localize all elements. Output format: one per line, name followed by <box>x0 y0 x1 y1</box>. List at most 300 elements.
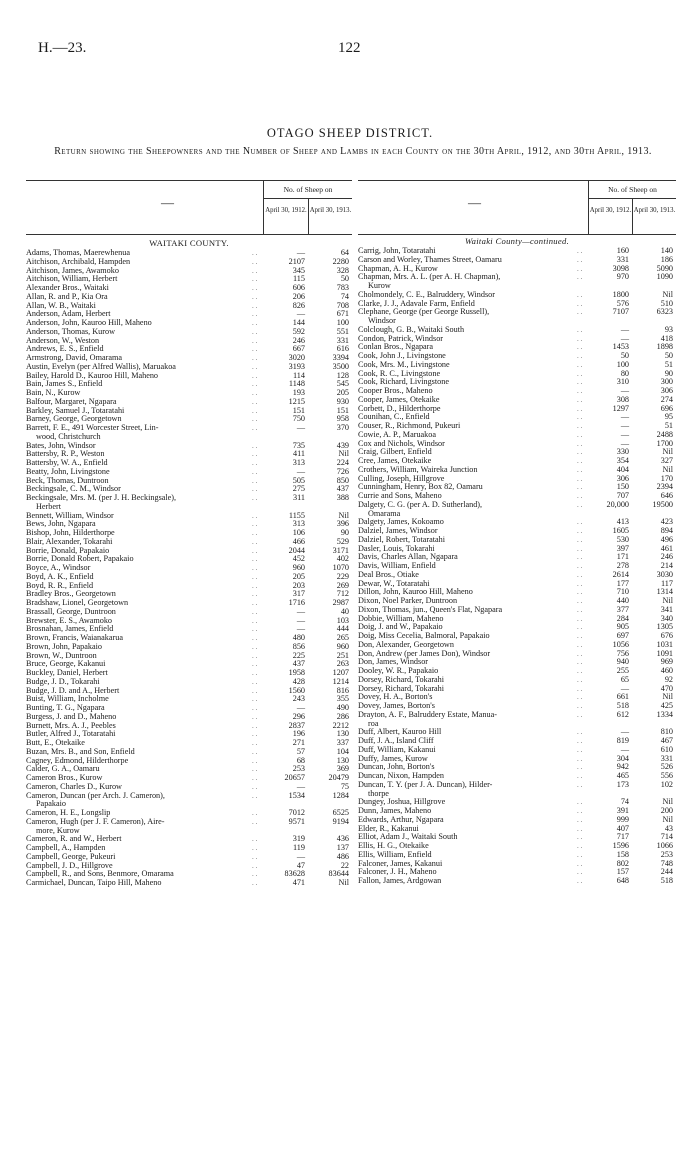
sheep-1913-value: 714 <box>660 832 673 842</box>
sheep-1912-value: 119 <box>293 843 305 852</box>
owner-name: Duncan, John, Borton's <box>358 763 435 772</box>
sheep-1913-value: 1031 <box>656 639 673 649</box>
sheep-1912-value: 296 <box>292 711 305 721</box>
table-row <box>26 818 352 827</box>
owner-name: Bailey, Harold D., Kauroo Hill, Maheno <box>26 371 159 380</box>
owner-name: Buckley, Daniel, Herbert <box>26 669 108 677</box>
leader-dots: . . <box>252 625 258 634</box>
sheep-1912-value: — <box>296 606 305 616</box>
sheep-1913-value: 370 <box>336 423 349 432</box>
sheep-1913-value: 960 <box>336 641 349 651</box>
sheep-1912-value: 1596 <box>612 841 629 850</box>
sheep-1912-value: 3020 <box>288 353 305 362</box>
sheep-1913-value: 93 <box>664 324 673 334</box>
owner-name: Boyd, R. R., Enfield <box>26 581 94 590</box>
left-column <box>26 180 352 888</box>
owner-name: Drayton, A. F., Balruddery Estate, Manua- <box>358 710 497 719</box>
sheep-1913-value: 810 <box>660 727 673 737</box>
owner-name: Chapman, Mrs. A. L. (per A. H. Chapman), <box>358 273 501 282</box>
leader-dots: . . <box>577 439 583 448</box>
sheep-1912-value: 710 <box>616 587 629 597</box>
sheep-1913-value: 444 <box>336 624 349 634</box>
leader-dots: . . <box>252 677 258 686</box>
leader-dots: . . <box>577 570 583 579</box>
leader-dots: . . <box>577 579 583 588</box>
sheep-1912-value: 826 <box>292 300 305 310</box>
owner-name: Butler, Alfred J., Totaratahi <box>26 730 116 739</box>
sheep-1912-value: 158 <box>616 849 629 859</box>
owner-name: Beckingsale, Mrs. M. (per J. H. Beckingsale), <box>26 494 177 502</box>
sheep-1912-value: — <box>620 386 629 395</box>
owner-name: Alexander Bros., Waitaki <box>26 284 109 292</box>
sheep-1912-value: 74 <box>620 797 629 807</box>
owner-name: Chapman, A. H., Kurow <box>358 264 438 273</box>
owner-name: Duff, William, Kakanui <box>358 745 436 754</box>
leader-dots: . . <box>252 590 258 599</box>
table-row <box>26 424 352 433</box>
sheep-1912-value: 225 <box>292 650 305 660</box>
leader-dots: . . <box>252 555 258 564</box>
sheep-1912-value: 114 <box>293 370 305 380</box>
sheep-1912-value: 667 <box>292 344 305 354</box>
owner-name: more, Kurow <box>36 826 80 835</box>
leader-dots: . . <box>577 308 583 317</box>
leader-dots: . . <box>252 791 258 800</box>
leader-dots: . . <box>252 712 258 721</box>
leader-dots: . . <box>252 852 258 861</box>
leader-dots: . . <box>577 667 583 675</box>
owner-name: Dasler, Louis, Tokarahi <box>358 544 435 553</box>
sheep-1913-value: 95 <box>664 412 673 422</box>
sheep-1912-value: 83628 <box>284 869 305 879</box>
leader-dots: . . <box>577 465 583 474</box>
owner-name: Culling, Joseph, Hillgrove <box>358 474 445 483</box>
leader-dots: . . <box>252 651 258 660</box>
owner-name: thorpe <box>368 789 389 798</box>
sheep-1912-value: — <box>296 851 305 861</box>
right-column <box>358 180 676 886</box>
sheep-1913-value: 748 <box>660 858 673 868</box>
owner-name: Calder, G. A., Oamaru <box>26 765 100 774</box>
sheep-1913-value: 337 <box>336 738 349 747</box>
sheep-1913-value: 388 <box>336 493 349 502</box>
leader-dots: . . <box>577 413 583 422</box>
leader-dots: . . <box>577 632 583 640</box>
sheep-1912-value: 271 <box>292 738 305 747</box>
leader-dots: . . <box>252 546 258 555</box>
owner-name: Deal Bros., Otiake <box>358 570 419 579</box>
leader-dots: . . <box>252 660 258 669</box>
sheep-1912-value: 177 <box>616 578 629 588</box>
sheep-1913-value: 20479 <box>328 773 349 782</box>
owner-name: Cameron, H. E., Longslip <box>26 809 111 817</box>
owner-name: Austin, Evelyn (per Alfred Wallis), Maruakoa <box>26 362 176 371</box>
sheep-1913-value: 510 <box>660 298 673 308</box>
sheep-1912-value: 437 <box>292 659 305 669</box>
owner-name: Cook, John J., Livingstone <box>358 352 446 360</box>
owner-name: Colclough, G. B., Waitaki South <box>358 325 465 334</box>
sheep-1912-value: — <box>296 624 305 634</box>
sheep-1913-value: 696 <box>660 403 673 413</box>
leader-dots: . . <box>252 249 258 257</box>
sheep-1913-value: 100 <box>336 318 349 327</box>
sheep-1912-value: 802 <box>616 858 629 868</box>
owner-name: Crothers, William, Waireka Junction <box>358 465 478 474</box>
sheep-1912-value: 3193 <box>288 361 305 371</box>
owner-name: Dungey, Joshua, Hillgrove <box>358 798 446 807</box>
leader-dots: . . <box>252 415 258 424</box>
owner-name: Dovey, James, Borton's <box>358 702 435 710</box>
sheep-1912-value: — <box>296 248 305 257</box>
leader-dots: . . <box>577 745 583 754</box>
sheep-1913-value: 151 <box>336 405 349 415</box>
sheep-1912-value: 592 <box>292 326 305 336</box>
leader-dots: . . <box>252 581 258 590</box>
sheep-1913-value: 331 <box>336 335 349 345</box>
sheep-1912-value: 960 <box>292 563 305 572</box>
sheep-1913-value: 1214 <box>332 676 349 686</box>
sheep-1912-value: 413 <box>616 517 629 527</box>
leader-dots: . . <box>577 649 583 658</box>
column-1913-header: April 30, 1913. <box>308 199 352 234</box>
sheep-1912-value: 1800 <box>612 289 629 299</box>
sheep-1912-value: 707 <box>616 491 629 500</box>
owner-name: Anderson, W., Weston <box>26 336 100 345</box>
leader-dots: . . <box>252 599 258 607</box>
sheep-1912-value: — <box>296 423 305 432</box>
sheep-1912-value: 411 <box>293 449 305 459</box>
sheep-1912-value: 505 <box>292 475 305 485</box>
owner-name: Dovey, H. A., Borton's <box>358 693 433 702</box>
sheep-1912-value: 255 <box>616 666 629 675</box>
sheep-1913-value: 439 <box>336 440 349 450</box>
sheep-1913-value: Nil <box>662 596 673 605</box>
leader-dots: . . <box>577 605 583 614</box>
sheep-1913-value: 610 <box>660 744 673 754</box>
sheep-1912-value: 284 <box>616 613 629 623</box>
leader-dots: . . <box>252 292 258 301</box>
leader-dots: . . <box>252 397 258 406</box>
leader-dots: . . <box>577 815 583 824</box>
sheep-1913-value: 425 <box>660 701 673 710</box>
sheep-1913-value: 1207 <box>332 668 349 677</box>
sheep-1912-value: 942 <box>616 762 629 772</box>
sheep-1913-value: Nil <box>338 878 349 887</box>
sheep-1913-value: 92 <box>664 674 673 684</box>
leader-dots: . . <box>252 809 258 817</box>
leader-dots: . . <box>252 345 258 354</box>
owner-name: Counihan, C., Enfield <box>358 413 430 422</box>
sheep-1912-value: 717 <box>616 832 629 842</box>
sheep-1912-value: 193 <box>292 388 305 397</box>
sheep-1913-value: 460 <box>660 666 673 675</box>
sheep-1912-value: 856 <box>292 641 305 651</box>
sheep-1912-value: 480 <box>292 633 305 642</box>
sheep-1912-value: 1534 <box>288 790 305 800</box>
sheep-1913-value: 783 <box>336 283 349 292</box>
sheep-1912-value: 1716 <box>288 598 305 607</box>
page-id: H.—23. <box>38 40 87 56</box>
leader-dots: . . <box>252 354 258 362</box>
sheep-1913-value: 708 <box>336 300 349 310</box>
sheep-1912-value: 391 <box>616 806 629 815</box>
sheep-1913-value: 200 <box>660 806 673 815</box>
sheep-1912-value: 246 <box>292 335 305 345</box>
sheep-count-header <box>588 181 676 234</box>
sheep-1913-value: 3394 <box>332 353 349 362</box>
sheep-1913-value: 130 <box>336 755 349 765</box>
sheep-1912-value: 530 <box>616 534 629 544</box>
sheep-1913-value: 43 <box>664 823 673 833</box>
owner-name: roa <box>368 719 379 728</box>
owner-name: Brewster, E. S., Awamoko <box>26 616 113 625</box>
sheep-1912-value: 173 <box>616 779 629 789</box>
sheep-1913-value: 1898 <box>656 342 673 352</box>
owner-name: Cameron, Hugh (per J. F. Cameron), Aire- <box>26 817 165 826</box>
owner-name: Cooper, James, Otekaike <box>358 395 440 404</box>
sheep-1913-value: 616 <box>336 344 349 354</box>
table-row <box>358 781 676 790</box>
owner-name: Adams, Thomas, Maerewhenua <box>26 249 130 257</box>
leader-dots: . . <box>577 693 583 702</box>
table-header <box>358 180 676 235</box>
owner-name: Dorsey, Richard, Tokarahi <box>358 684 445 693</box>
leader-dots: . . <box>577 395 583 404</box>
leader-dots: . . <box>577 614 583 623</box>
sheep-count-header <box>263 181 352 234</box>
sheep-1913-value: 461 <box>660 543 673 553</box>
owner-name: Brosnahan, James, Enfield <box>26 625 114 634</box>
owner-name: Cox and Nichols, Windsor <box>358 439 445 448</box>
owner-name: Duff, J. A., Island Cliff <box>358 737 434 745</box>
leader-dots: . . <box>577 535 583 544</box>
owner-list <box>358 247 676 886</box>
sheep-1912-value: 65 <box>620 674 629 684</box>
owner-name: Cook, Richard, Livingstone <box>358 378 449 387</box>
leader-dots: . . <box>577 702 583 710</box>
leader-dots: . . <box>252 336 258 345</box>
column-1912-header: April 30, 1912. <box>265 207 307 214</box>
sheep-1912-value: 1148 <box>288 379 305 389</box>
sheep-1913-value: 1070 <box>332 563 349 572</box>
sheep-count-group-label: No. of Sheep on <box>264 181 352 199</box>
owner-name: Ellis, H. G., Otekaike <box>358 842 429 850</box>
leader-dots: . . <box>252 616 258 625</box>
sheep-1913-value: 3171 <box>332 545 349 555</box>
sheep-1913-value: 958 <box>336 414 349 424</box>
owner-name: Brown, Francis, Waianakarua <box>26 634 123 642</box>
sheep-1913-value: Nil <box>662 289 673 299</box>
leader-dots: . . <box>577 483 583 492</box>
sheep-1912-value: — <box>296 703 305 712</box>
sheep-1912-value: 115 <box>293 274 305 284</box>
sheep-1912-value: 100 <box>616 359 629 369</box>
owner-name: Windsor <box>368 317 396 325</box>
leader-dots: . . <box>252 721 258 730</box>
sheep-1912-value: 144 <box>292 318 305 327</box>
sheep-1913-value: 529 <box>336 536 349 546</box>
leader-dots: . . <box>577 273 583 282</box>
owner-name: Bews, John, Ngapara <box>26 520 96 529</box>
owner-name: Davis, William, Enfield <box>358 562 436 570</box>
sheep-1913-value: 486 <box>336 851 349 861</box>
sheep-1912-value: 1155 <box>288 510 305 520</box>
sheep-1913-value: 1091 <box>656 648 673 658</box>
leader-dots: . . <box>252 747 258 756</box>
owner-name: Edwards, Arthur, Ngapara <box>358 815 444 824</box>
owner-name: Boyd, A. K., Enfield <box>26 572 94 581</box>
sheep-1913-value: 1284 <box>332 790 349 800</box>
document-subtitle: Return showing the Sheepowners and the Number of Sheep and Lambs in each County on the 30th April, 1912, and 30th April, 1913. <box>54 146 652 157</box>
sheep-1912-value: 160 <box>616 246 629 255</box>
sheep-1912-value: 661 <box>616 692 629 702</box>
sheep-1913-value: 269 <box>336 580 349 590</box>
sheep-1913-value: 103 <box>336 615 349 625</box>
owner-name: Bennett, William, Windsor <box>26 511 114 520</box>
owner-name: Aitchison, William, Herbert <box>26 275 118 284</box>
sheep-1913-value: 83644 <box>328 869 349 879</box>
leader-dots: . . <box>577 772 583 780</box>
leader-dots: . . <box>577 754 583 763</box>
leader-dots: . . <box>252 730 258 739</box>
sheep-1913-value: 130 <box>336 729 349 739</box>
sheep-1913-value: 930 <box>336 396 349 406</box>
sheep-1912-value: 20657 <box>284 773 305 782</box>
page-number: 122 <box>338 40 361 56</box>
sheep-1912-value: 440 <box>616 596 629 605</box>
sheep-1913-value: 2987 <box>332 598 349 607</box>
owner-name: Dalziel, James, Windsor <box>358 527 438 535</box>
leader-dots: . . <box>252 879 258 887</box>
owner-name: Bradshaw, Lionel, Georgetown <box>26 599 129 607</box>
owner-name: Aitchison, Archibald, Hampden <box>26 257 131 266</box>
owner-name: Dooley, W. R., Papakaio <box>358 667 439 675</box>
owner-name: Bunting, T. G., Ngapara <box>26 704 105 712</box>
sheep-1913-value: 518 <box>660 876 673 885</box>
sheep-1912-value: 20,000 <box>606 499 629 509</box>
owner-name: Cook, R. C., Livingstone <box>358 369 441 378</box>
leader-dots: . . <box>577 500 583 509</box>
sheep-1913-value: 40 <box>340 606 349 616</box>
leader-dots: . . <box>252 537 258 546</box>
sheep-1913-value: 1334 <box>656 709 673 719</box>
owner-name: Couser, R., Richmond, Pukeuri <box>358 422 461 430</box>
leader-dots: . . <box>252 284 258 292</box>
sheep-1913-value: 894 <box>660 526 673 535</box>
sheep-1912-value: 319 <box>292 834 305 844</box>
leader-dots: . . <box>252 844 258 852</box>
sheep-1912-value: 3098 <box>612 263 629 273</box>
owner-name: Campbell, R., and Sons, Benmore, Omarama <box>26 870 174 879</box>
owner-name: Dalgety, C. G. (per A. D. Sutherland), <box>358 500 483 509</box>
leader-dots: . . <box>577 562 583 570</box>
owner-name: Allan, W. B., Waitaki <box>26 301 96 310</box>
sheep-1912-value: 68 <box>296 755 305 765</box>
sheep-1913-value: 2280 <box>332 256 349 266</box>
owner-name: Budge, J. D., Tokarahi <box>26 677 100 686</box>
leader-dots: . . <box>252 817 258 826</box>
leader-dots: . . <box>577 325 583 334</box>
sheep-1913-value: 355 <box>336 694 349 704</box>
leader-dots: . . <box>577 798 583 807</box>
sheep-1913-value: 140 <box>660 246 673 255</box>
sheep-1913-value: 850 <box>336 475 349 485</box>
owner-name: Barney, George, Georgetown <box>26 415 122 424</box>
sheep-1913-value: 1314 <box>656 587 673 597</box>
leader-dots: . . <box>577 807 583 815</box>
leader-dots: . . <box>577 597 583 605</box>
owner-name: Brown, W., Duntroon <box>26 651 97 660</box>
sheep-1912-value: 2044 <box>288 545 305 555</box>
leader-dots: . . <box>252 870 258 879</box>
leader-dots: . . <box>577 850 583 859</box>
leader-dots: . . <box>577 255 583 264</box>
sheep-1913-value: 331 <box>660 753 673 763</box>
sheep-1913-value: 676 <box>660 631 673 640</box>
owner-name: Bruce, George, Kakanui <box>26 660 106 669</box>
owner-name: Andrews, E. S., Enfield <box>26 345 104 354</box>
owner-name: Budge, J. D. and A., Herbert <box>26 686 120 695</box>
sheep-1913-value: 726 <box>336 466 349 476</box>
leader-dots: . . <box>252 406 258 415</box>
sheep-1913-value: 246 <box>660 552 673 562</box>
owner-name: Aitchison, James, Awamoko <box>26 266 119 275</box>
sheep-1912-value: 151 <box>292 405 305 415</box>
owner-name: Bain, N., Kurow <box>26 389 81 397</box>
sheep-1912-value: 7107 <box>612 307 629 317</box>
owner-name: Buist, William, Incholme <box>26 695 109 704</box>
sheep-1913-value: 90 <box>664 368 673 378</box>
sheep-1912-value: 1056 <box>612 639 629 649</box>
owner-name: Omarama <box>368 509 401 518</box>
sheep-1913-value: 423 <box>660 517 673 527</box>
leader-dots: . . <box>577 675 583 684</box>
leader-dots: . . <box>252 520 258 529</box>
owner-name: Butt, E., Otekaike <box>26 739 85 747</box>
owner-name: Dillon, John, Kauroo Hill, Maheno <box>358 588 473 597</box>
leader-dots: . . <box>577 553 583 562</box>
owner-name: Falconer, J. H., Maheno <box>358 868 437 877</box>
sheep-1912-value: 2107 <box>288 256 305 266</box>
owner-name: Carson and Worley, Thames Street, Oamaru <box>358 255 502 264</box>
leader-dots: . . <box>252 327 258 336</box>
owner-name: Duncan, Nixon, Hampden <box>358 772 444 780</box>
leader-dots: . . <box>577 640 583 649</box>
leader-dots: . . <box>577 264 583 273</box>
sheep-1913-value: Nil <box>338 449 349 459</box>
owner-name: Armstrong, David, Omarama <box>26 354 122 362</box>
sheep-1912-value: 313 <box>292 458 305 467</box>
sheep-1913-value: 74 <box>340 291 349 301</box>
sheep-1912-value: 377 <box>616 604 629 614</box>
owner-name: Borrie, Donald, Papakaio <box>26 546 110 555</box>
owner-name: Dixon, Noel Parker, Duntroon <box>358 597 458 605</box>
owner-name: Falconer, James, Kakanui <box>358 859 443 868</box>
sheep-1913-value: Nil <box>338 510 349 520</box>
owner-name: Dalziel, Robert, Totaratahi <box>358 535 446 544</box>
sheep-1912-value: 735 <box>292 440 305 450</box>
sheep-1913-value: 467 <box>660 736 673 745</box>
leader-dots: . . <box>577 518 583 527</box>
sheep-1913-value: 470 <box>660 683 673 693</box>
owner-name: Campbell, J. D., Hillgrove <box>26 861 113 870</box>
leader-dots: . . <box>577 868 583 877</box>
owner-name: Fallon, James, Ardgowan <box>358 877 442 885</box>
sheep-1913-value: 128 <box>336 370 349 380</box>
leader-dots: . . <box>252 835 258 844</box>
sheep-1912-value: 311 <box>293 493 305 502</box>
leader-dots: . . <box>252 529 258 537</box>
